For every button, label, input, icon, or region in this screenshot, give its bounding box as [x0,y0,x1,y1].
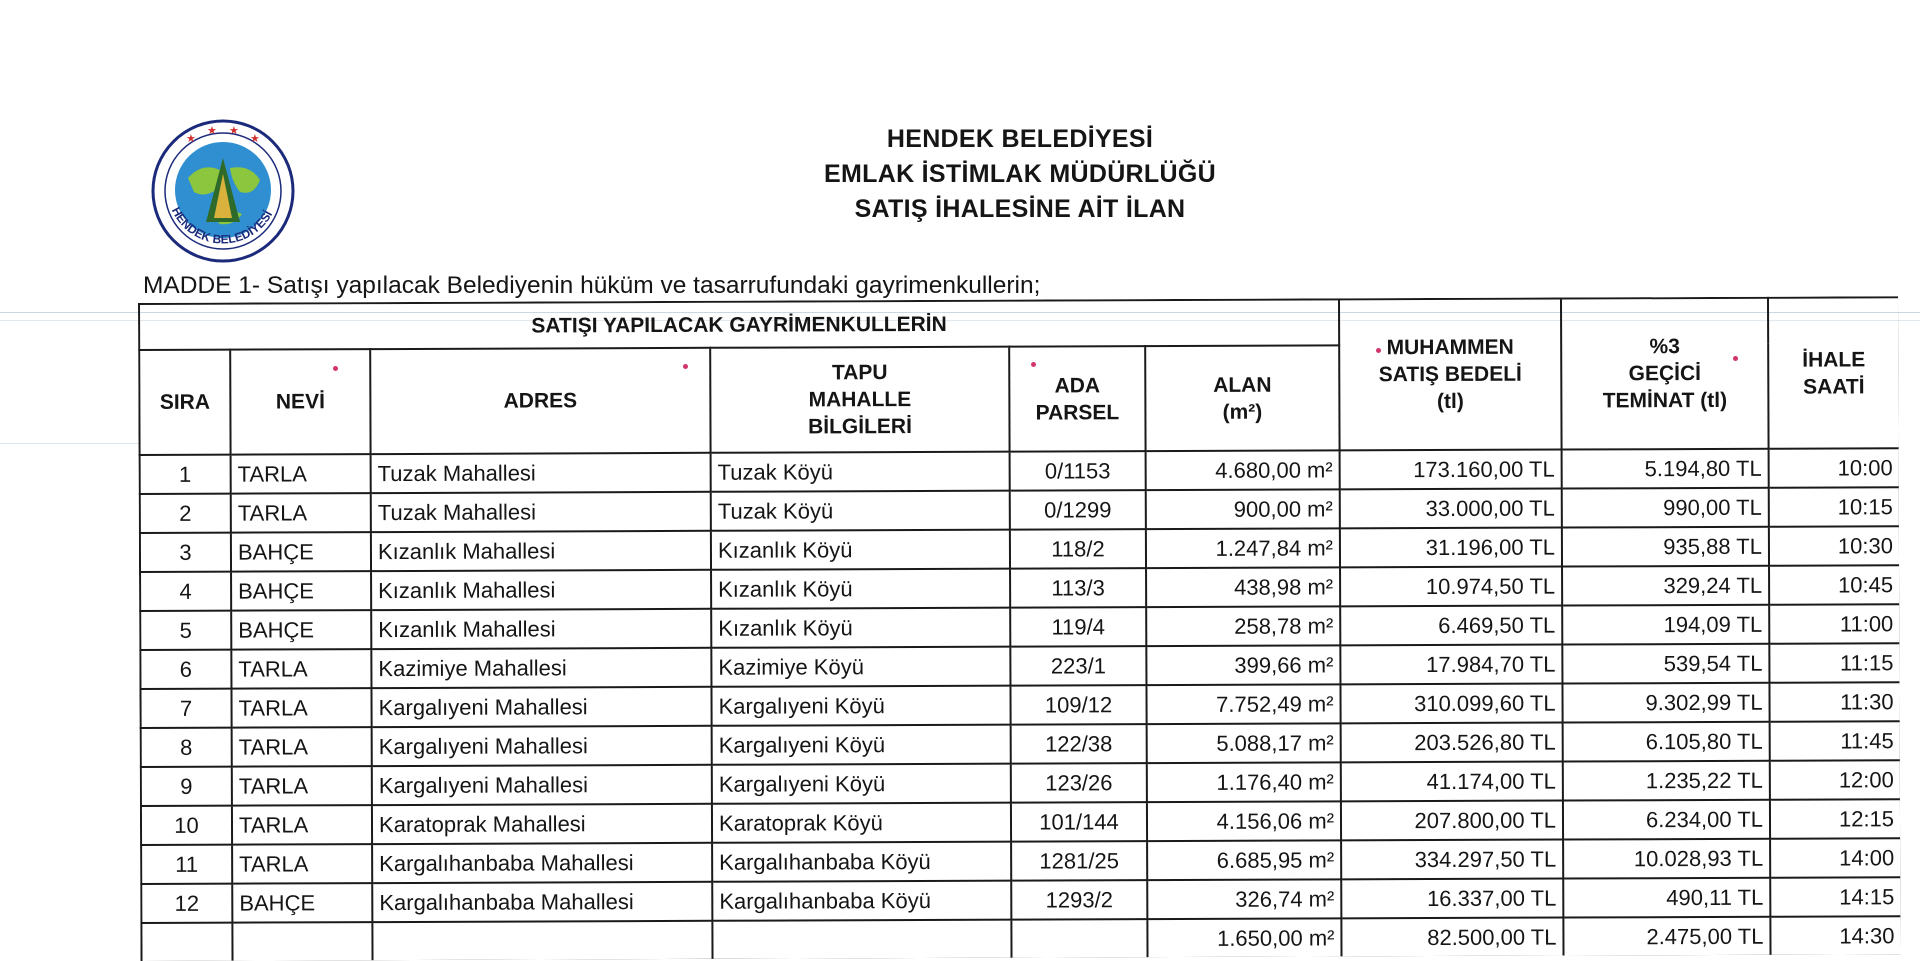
header-teminat-line-1: %3 [1649,335,1680,359]
cell-ada [1011,919,1147,959]
header-line-1: HENDEK BELEDİYESİ [886,125,1154,153]
header-bedel-line-2: SATIŞ BEDELİ [1378,362,1522,387]
cell-adres: Kazimiye Mahallesi [371,648,711,688]
cell-tapu: Karatoprak Köyü [712,803,1011,843]
cell-bedel: 10.974,50 TL [1340,567,1562,607]
svg-text:★: ★ [250,132,260,145]
property-table-wrapper [138,296,1901,961]
intro-text: MADDE 1- Satışı yapılacak Belediyenin hüküm ve tasarrufundaki gayrimenkullerin; [143,272,1041,299]
header-adres: ADRES [370,348,710,454]
header-alan-line-2: (m²) [1222,400,1263,424]
cell-teminat: 2.475,00 TL [1563,917,1770,957]
cell-nevi: TARLA [232,805,372,845]
table-body [140,448,1901,961]
header-alan [1145,345,1339,451]
cell-sira: 10 [141,806,232,845]
cell-teminat: 10.028,93 TL [1563,839,1770,879]
cell-saat: 11:45 [1770,721,1901,761]
table-row [140,487,1900,533]
header-line-2: EMLAK İSTİMLAK MÜDÜRLÜĞÜ [824,160,1216,188]
cell-saat: 11:15 [1769,643,1900,683]
cell-bedel: 207.800,00 TL [1341,801,1563,841]
cell-adres [372,921,712,961]
cell-teminat: 1.235,22 TL [1563,761,1770,801]
header-nevi: NEVİ [230,349,370,455]
cell-nevi: TARLA [231,493,371,533]
cell-bedel: 41.174,00 TL [1341,762,1563,802]
cell-bedel: 16.337,00 TL [1341,879,1563,919]
cell-ada: 101/144 [1011,802,1147,842]
table-row [141,799,1901,845]
cell-sira: 3 [140,533,231,572]
header-bedel-line-1: MUHAMMEN [1386,335,1514,360]
cell-adres: Kızanlık Mahallesi [371,531,711,571]
svg-text:★: ★ [229,124,239,137]
table-row [140,604,1900,650]
cell-alan: 4.156,06 m² [1147,801,1341,841]
cell-tapu: Tuzak Köyü [711,452,1010,492]
cell-bedel: 173.160,00 TL [1340,450,1562,490]
cell-nevi: BAHÇE [231,532,371,572]
cell-adres: Kargalıyeni Mahallesi [372,765,712,805]
cell-bedel: 6.469,50 TL [1340,606,1562,646]
cell-alan: 1.176,40 m² [1147,762,1341,802]
cell-saat: 10:45 [1769,565,1900,605]
cell-alan: 1.650,00 m² [1147,918,1341,958]
cell-bedel: 334.297,50 TL [1341,840,1563,880]
municipality-seal-icon [150,118,296,264]
cell-ada: 1281/25 [1011,841,1147,881]
cell-ada: 1293/2 [1011,880,1147,920]
cell-ada: 122/38 [1011,724,1147,764]
cell-nevi: TARLA [231,454,371,494]
header-saat-line-1: İHALE [1802,347,1866,372]
cell-saat: 14:15 [1770,877,1900,917]
cell-alan: 438,98 m² [1146,567,1340,607]
header-line-3: SATIŞ İHALESİNE AİT İLAN [854,195,1186,223]
cell-adres: Kargalıhanbaba Mahallesi [372,843,712,883]
cell-sira: 8 [141,728,232,767]
scan-line [0,443,140,444]
cell-saat: 10:15 [1769,487,1900,527]
table-group-header-row [139,297,1899,350]
cell-alan: 399,66 m² [1146,645,1340,685]
table-row [141,838,1900,884]
cell-nevi: TARLA [232,766,372,806]
document-header [770,122,1270,227]
table-row [140,643,1900,689]
svg-text:HENDEK BELEDİYESİ: HENDEK BELEDİYESİ [168,204,276,247]
cell-ada: 119/4 [1010,607,1146,647]
cell-bedel: 203.526,80 TL [1341,723,1563,763]
svg-text:★: ★ [207,124,217,137]
cell-teminat: 5.194,80 TL [1562,449,1769,489]
cell-teminat: 6.105,80 TL [1563,722,1770,762]
header-teminat-line-3: TEMİNAT (tl) [1602,388,1728,413]
cell-saat: 12:15 [1770,799,1901,839]
table-row [141,916,1900,961]
cell-tapu [712,920,1011,960]
cell-ada: 113/3 [1010,568,1146,608]
table-row [140,526,1900,572]
cell-alan: 326,74 m² [1147,879,1341,919]
cell-ada: 123/26 [1011,763,1147,803]
cell-nevi: TARLA [231,688,371,728]
cell-ada: 0/1153 [1010,451,1146,491]
cell-tapu: Kargalıyeni Köyü [712,725,1011,765]
cell-nevi: BAHÇE [231,610,371,650]
cell-alan: 1.247,84 m² [1146,528,1340,568]
table-row [141,760,1901,806]
cell-ada: 223/1 [1010,646,1146,686]
table-row [141,721,1901,767]
cell-bedel: 310.099,60 TL [1340,684,1562,724]
cell-adres: Tuzak Mahallesi [371,453,711,493]
cell-adres: Kızanlık Mahallesi [371,609,711,649]
header-ada-line-1: ADA [1054,373,1101,397]
cell-teminat: 6.234,00 TL [1563,800,1770,840]
header-saat-line-2: SAATİ [1803,374,1865,399]
cell-saat: 12:00 [1770,760,1901,800]
cell-bedel: 33.000,00 TL [1340,489,1562,529]
cell-adres: Kargalıyeni Mahallesi [372,726,712,766]
cell-sira: 1 [140,455,231,494]
cell-sira: 5 [140,611,231,650]
cell-alan: 900,00 m² [1146,489,1340,529]
header-tapu-line-3: BİLGİLERİ [808,415,912,439]
cell-saat: 10:30 [1769,526,1900,566]
cell-tapu: Kargalıhanbaba Köyü [712,881,1011,921]
cell-bedel: 17.984,70 TL [1340,645,1562,685]
cell-sira: 9 [141,767,232,806]
cell-tapu: Kazimiye Köyü [711,647,1010,687]
cell-teminat: 539,54 TL [1562,644,1769,684]
header-tapu [710,347,1009,453]
header-ada-line-2: PARSEL [1035,400,1120,425]
table-row [140,682,1900,728]
group-header: SATIŞI YAPILACAK GAYRİMENKULLERİN [139,299,1339,350]
cell-saat: 14:30 [1770,916,1900,956]
cell-teminat: 9.302,99 TL [1562,683,1769,723]
header-tapu-line-1: TAPU [831,361,888,385]
header-teminat-line-2: GEÇİCİ [1628,361,1702,386]
header-ada [1009,346,1145,452]
header-saat [1768,297,1900,449]
cell-tapu: Kızanlık Köyü [711,569,1010,609]
header-teminat [1561,298,1769,450]
cell-nevi [232,922,372,961]
cell-adres: Kızanlık Mahallesi [371,570,711,610]
cell-sira: 2 [140,494,231,533]
cell-sira: 6 [140,650,231,689]
cell-nevi: TARLA [232,727,372,767]
cell-tapu: Kızanlık Köyü [711,530,1010,570]
cell-tapu: Kargalıhanbaba Köyü [712,842,1011,882]
header-tapu-line-2: MAHALLE [808,388,912,412]
cell-tapu: Tuzak Köyü [711,491,1010,531]
header-sira: SIRA [139,350,230,455]
cell-sira: 11 [141,845,232,884]
property-table [138,296,1901,961]
cell-alan: 6.685,95 m² [1147,840,1341,880]
cell-saat: 10:00 [1769,448,1900,488]
cell-nevi: TARLA [232,844,372,884]
cell-alan: 5.088,17 m² [1147,723,1341,763]
cell-sira: 12 [141,884,232,923]
header-bedel-line-3: (tl) [1436,389,1464,414]
cell-sira [141,923,232,961]
cell-nevi: BAHÇE [232,883,372,923]
cell-saat: 11:30 [1769,682,1900,722]
cell-teminat: 490,11 TL [1563,878,1770,918]
cell-saat: 11:00 [1769,604,1900,644]
cell-nevi: TARLA [231,649,371,689]
cell-nevi: BAHÇE [231,571,371,611]
cell-tapu: Kızanlık Köyü [711,608,1010,648]
header-alan-line-1: ALAN [1213,373,1272,397]
cell-teminat: 194,09 TL [1562,605,1769,645]
header-bedel [1339,299,1562,451]
cell-ada: 0/1299 [1010,490,1146,530]
cell-saat: 14:00 [1770,838,1900,878]
cell-teminat: 990,00 TL [1562,488,1769,528]
cell-adres: Tuzak Mahallesi [371,492,711,532]
cell-ada: 118/2 [1010,529,1146,569]
cell-adres: Karatoprak Mahallesi [372,804,712,844]
cell-bedel: 82.500,00 TL [1341,918,1563,958]
cell-adres: Kargalıhanbaba Mahallesi [372,882,712,922]
cell-tapu: Kargalıyeni Köyü [711,686,1010,726]
table-row [140,448,1900,494]
cell-teminat: 329,24 TL [1562,566,1769,606]
cell-alan: 258,78 m² [1146,606,1340,646]
cell-ada: 109/12 [1010,685,1146,725]
cell-sira: 4 [140,572,231,611]
cell-alan: 4.680,00 m² [1146,450,1340,490]
cell-adres: Kargalıyeni Mahallesi [371,687,711,727]
cell-bedel: 31.196,00 TL [1340,528,1562,568]
cell-sira: 7 [140,689,231,728]
cell-tapu: Kargalıyeni Köyü [712,764,1011,804]
table-row [140,565,1900,611]
table-row [141,877,1900,923]
svg-text:★: ★ [186,132,196,145]
cell-alan: 7.752,49 m² [1146,684,1340,724]
cell-teminat: 935,88 TL [1562,527,1769,567]
